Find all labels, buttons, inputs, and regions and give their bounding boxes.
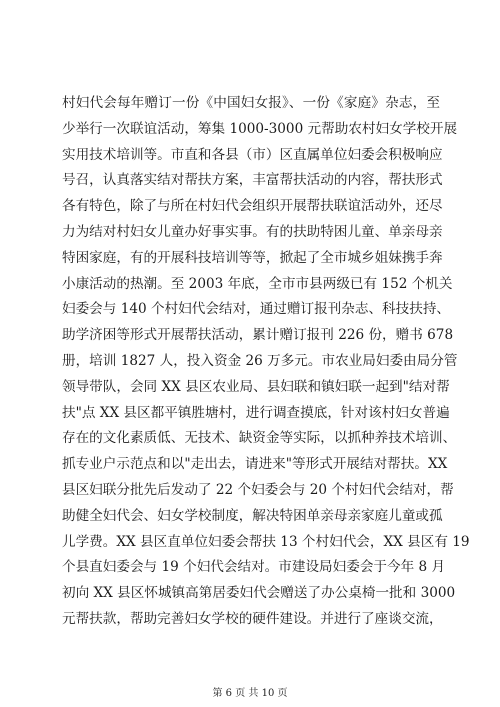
text-line: 领导带队，会同 XX 县区农业局、县妇联和镇妇联一起到"结对帮 [62,378,450,395]
text-line: 号召，认真落实结对帮扶方案，丰富帮扶活动的内容，帮扶形式 [62,172,443,189]
text-line: 少举行一次联谊活动，筹集 1000-3000 元帮助农村妇女学校开展 [62,120,458,137]
text-line: 元帮扶款，帮助完善妇女学校的硬件建设。并进行了座谈交流， [62,610,443,627]
text-line: 特困家庭，有的开展科技培训等等，掀起了全市城乡姐妹携手奔 [62,249,443,266]
text-line: 存在的文化素质低、无技术、缺资金等实际，以抓种养技术培训、 [62,430,457,447]
text-line: 妇委会与 140 个村妇代会结对，通过赠订报刊杂志、科技扶持、 [62,301,451,318]
text-line: 册，培训 1827 人，投入资金 26 万多元。市农业局妇委由局分管 [62,352,458,369]
text-line: 县区妇联分批先后发动了 22 个妇委会与 20 个村妇代会结对，帮 [62,481,454,498]
body-text [62,91,470,633]
text-line: 儿学费。XX 县区直单位妇委会帮扶 13 个村妇代会，XX 县区有 19 [62,533,470,550]
text-line: 扶"点 XX 县区都平镇胜塘村，进行调查摸底，针对该村妇女普遍 [62,404,450,421]
text-line: 抓专业户示范点和以"走出去，请进来"等形式开展结对帮扶。XX [62,456,448,473]
text-line: 各有特色，除了与所在村妇代会组织开展帮扶联谊活动外，还尽 [62,198,443,215]
text-line: 个县直妇委会与 19 个妇代会结对。市建设局妇委会于今年 8 月 [62,559,446,576]
page-number-footer: 第 6 页 共 10 页 [212,688,288,699]
text-line: 助健全妇代会、妇女学校制度，解决特困单亲母亲家庭儿童或孤 [62,507,443,524]
text-line: 初向 XX 县区怀城镇高第居委妇代会赠送了办公桌椅一批和 3000 [62,585,456,602]
text-line: 力为结对村妇女儿童办好事实事。有的扶助特困儿童、单亲母亲 [62,223,443,240]
text-line: 村妇代会每年赠订一份《中国妇女报》、一份《家庭》杂志，至 [62,95,440,111]
text-line: 小康活动的热潮。至 2003 年底，全市市县两级已有 152 个机关 [62,275,453,292]
text-line: 实用技术培训等。市直和各县（市）区直属单位妇委会积极响应 [62,146,443,163]
text-line: 助学济困等形式开展帮扶活动，累计赠订报刊 226 份，赠书 678 [62,327,454,344]
